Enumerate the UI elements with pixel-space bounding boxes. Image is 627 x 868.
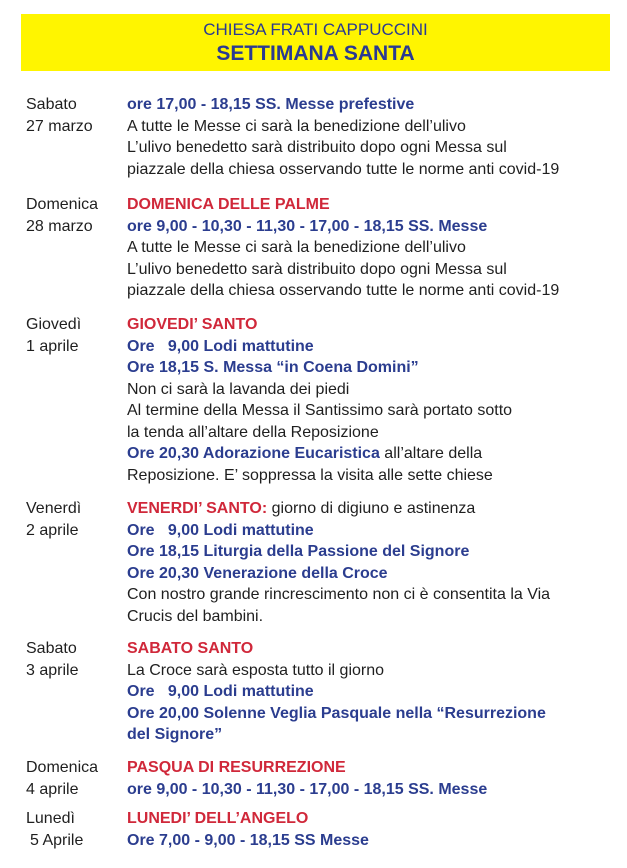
mass-times: Ore 7,00 - 9,00 - 18,15 SS Messe	[127, 831, 369, 849]
detail-text: L’ulivo benedetto sarà distribuito dopo ogni Messa sul	[127, 139, 507, 156]
day-name: Lunedì	[26, 810, 75, 827]
day-date: 28 marzo	[26, 217, 93, 235]
day-date: 2 aprile	[26, 521, 79, 539]
entry-details	[127, 314, 617, 486]
day-name: Sabato	[26, 96, 77, 113]
entry-day-label	[26, 194, 98, 237]
schedule-item: Ore 20,30 Venerazione della Croce	[127, 564, 388, 582]
schedule-item-line	[127, 443, 617, 465]
detail-text: la tenda all’altare della Reposizione	[127, 423, 379, 441]
schedule-item: Ore 20,30 Adorazione Eucaristica	[127, 445, 380, 462]
entry-details	[127, 638, 617, 746]
feast-title-line	[127, 498, 617, 520]
schedule-item: Ore 18,15 Liturgia della Passione del Signore	[127, 543, 470, 560]
detail-text: Crucis del bambini.	[127, 607, 264, 625]
detail-text: A tutte le Messe ci sarà la benedizione dell’ulivo	[127, 239, 466, 256]
header-banner	[21, 14, 610, 71]
entry-details	[127, 808, 617, 851]
feast-title: GIOVEDI’ SANTO	[127, 316, 258, 333]
schedule-item: Ore 18,15 S. Messa “in Coena Domini”	[127, 359, 419, 376]
detail-text: L’ulivo benedetto sarà distribuito dopo ogni Messa sul	[127, 260, 507, 278]
schedule-item: Ore 9,00 Lodi mattutine	[127, 337, 314, 355]
entry-details	[127, 94, 617, 180]
feast-title: DOMENICA DELLE PALME	[127, 196, 330, 213]
feast-title: LUNEDI’ DELL’ANGELO	[127, 810, 309, 827]
day-date: 3 aprile	[26, 661, 79, 679]
entry-details	[127, 757, 617, 800]
detail-text: piazzale della chiesa osservando tutte le norme anti covid-19	[127, 282, 560, 299]
entry-day-label	[26, 808, 83, 851]
entry-day-label	[26, 638, 78, 681]
entry-day-label	[26, 498, 81, 541]
day-name: Sabato	[26, 640, 77, 657]
entry-details	[127, 498, 617, 627]
detail-text: Al termine della Messa il Santissimo sarà portato sotto	[127, 402, 513, 419]
detail-text: piazzale della chiesa osservando tutte le norme anti covid-19	[127, 160, 560, 178]
day-name: Giovedì	[26, 316, 82, 333]
detail-text: La Croce sarà esposta tutto il giorno	[127, 661, 385, 679]
detail-text: A tutte le Messe ci sarà la benedizione dell’ulivo	[127, 117, 466, 135]
detail-text: Reposizione. E’ soppressa la visita alle sette chiese	[127, 466, 493, 484]
day-date: 4 aprile	[26, 780, 79, 798]
day-name: Venerdì	[26, 500, 82, 517]
header-title: SETTIMANA SANTA	[216, 42, 415, 65]
detail-text: Non ci sarà la lavanda dei piedi	[127, 380, 350, 398]
schedule-item: del Signore”	[127, 726, 223, 743]
entry-day-label	[26, 94, 93, 137]
detail-text: giorno di digiuno e astinenza	[267, 500, 476, 517]
schedule-item: Ore 9,00 Lodi mattutine	[127, 683, 314, 700]
mass-times: ore 9,00 - 10,30 - 11,30 - 17,00 - 18,15 SS. Messe	[127, 217, 488, 235]
entry-details	[127, 194, 617, 302]
mass-times: ore 9,00 - 10,30 - 11,30 - 17,00 - 18,15 SS. Messe	[127, 780, 488, 798]
feast-title: PASQUA DI RESURREZIONE	[127, 759, 346, 776]
header-church-name: CHIESA FRATI CAPPUCCINI	[203, 20, 428, 39]
schedule-item: Ore 20,00 Solenne Veglia Pasquale nella “Resurrezione	[127, 704, 546, 722]
detail-text: all’altare della	[379, 445, 483, 462]
day-date: 1 aprile	[26, 337, 79, 355]
day-date: 27 marzo	[26, 117, 93, 135]
day-date: 5 Aprile	[30, 831, 84, 849]
entry-day-label	[26, 314, 81, 357]
feast-title: SABATO SANTO	[127, 640, 254, 657]
day-name: Domenica	[26, 759, 99, 776]
entry-day-label	[26, 757, 98, 800]
mass-times: ore 17,00 - 18,15 SS. Messe prefestive	[127, 96, 415, 113]
day-name: Domenica	[26, 196, 99, 213]
schedule-item: Ore 9,00 Lodi mattutine	[127, 521, 314, 539]
detail-text: Con nostro grande rincrescimento non ci è consentita la Via	[127, 586, 551, 603]
feast-title: VENERDI’ SANTO:	[127, 500, 268, 517]
